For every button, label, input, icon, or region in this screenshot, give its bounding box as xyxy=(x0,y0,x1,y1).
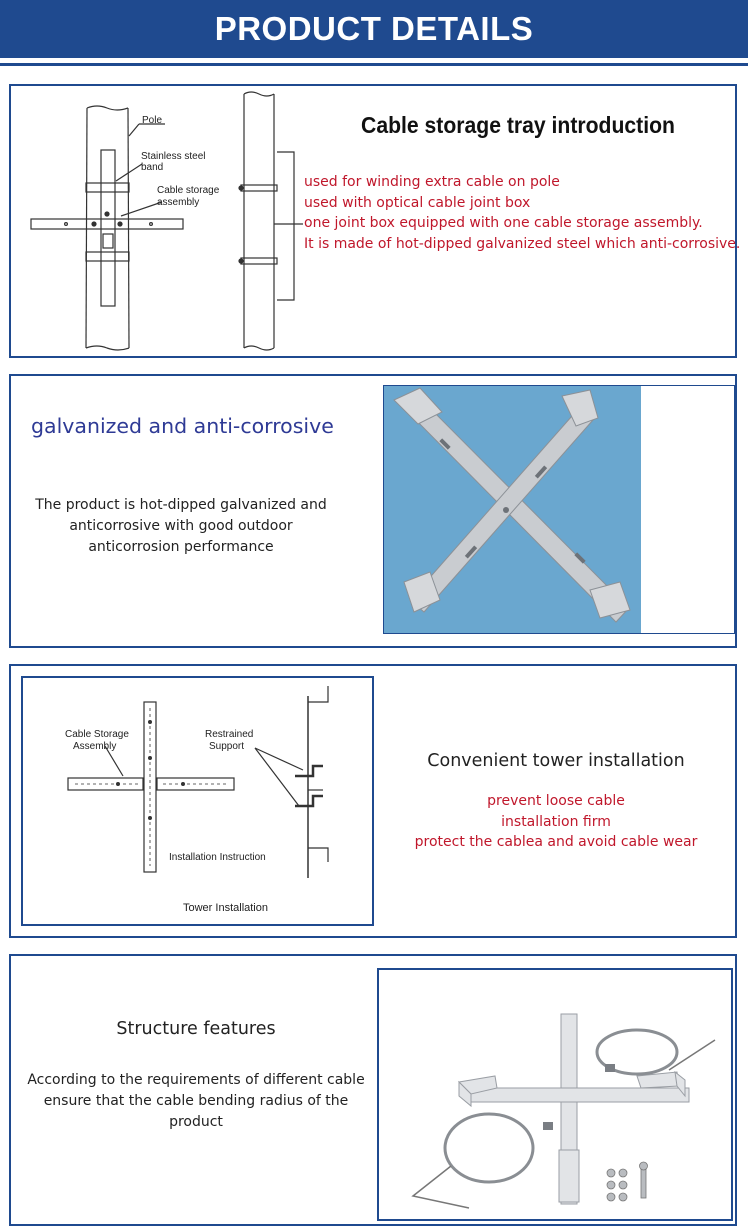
tower-caption: Tower Installation xyxy=(183,902,268,914)
galvanized-description xyxy=(21,495,341,558)
label-assembly-2: assembly xyxy=(157,197,200,208)
label-instruction: Installation Instruction xyxy=(169,852,266,863)
galvanized-product-photo xyxy=(383,385,735,634)
intro-line: one joint box equipped with one cable storage assembly. xyxy=(304,215,703,231)
intro-line: used with optical cable joint box xyxy=(304,194,531,211)
structure-line: ensure that the cable bending radius of the product xyxy=(43,1093,349,1130)
structure-line: According to the requirements of different cable xyxy=(27,1072,365,1088)
tower-panel xyxy=(9,664,737,938)
tower-feature-list xyxy=(391,791,721,853)
galvanized-line: anticorrosion performance xyxy=(88,539,274,555)
label-support-2: Support xyxy=(209,741,245,752)
tower-line: prevent loose cable xyxy=(487,793,625,809)
intro-panel xyxy=(9,84,741,358)
pole-mounting-diagram xyxy=(11,86,317,356)
galvanized-panel xyxy=(9,374,737,648)
tower-title: Convenient tower installation xyxy=(427,751,685,771)
label-assembly-1: Cable storage xyxy=(157,185,220,196)
tower-line: protect the cablea and avoid cable wear xyxy=(414,834,698,850)
tower-installation-diagram xyxy=(21,676,374,926)
page-title: PRODUCT DETAILS xyxy=(214,10,534,47)
structure-description xyxy=(16,1070,376,1133)
page-header xyxy=(0,0,748,58)
intro-line: used for winding extra cable on pole xyxy=(304,174,560,190)
structure-panel xyxy=(9,954,737,1226)
intro-feature-list xyxy=(304,172,740,254)
galvanized-line: anticorrosive with good outdoor xyxy=(69,518,293,534)
label-band-2: band xyxy=(141,162,164,173)
label-storage-1: Cable Storage xyxy=(65,729,129,740)
intro-line: It is made of hot-dipped galvanized steel which anti-corrosive. xyxy=(304,235,741,252)
header-divider xyxy=(0,63,748,66)
label-support-1: Restrained xyxy=(205,729,254,740)
label-pole: Pole xyxy=(142,115,163,126)
structure-product-photo xyxy=(377,968,733,1221)
intro-title: Cable storage tray introduction xyxy=(361,112,675,138)
structure-title: Structure features xyxy=(116,1019,276,1039)
tower-line: installation firm xyxy=(501,813,611,830)
galvanized-line: The product is hot-dipped galvanized and xyxy=(35,497,327,513)
galvanized-title: galvanized and anti-corrosive xyxy=(31,414,334,438)
label-band-1: Stainless steel xyxy=(141,151,206,162)
label-storage-2: Assembly xyxy=(73,741,117,752)
